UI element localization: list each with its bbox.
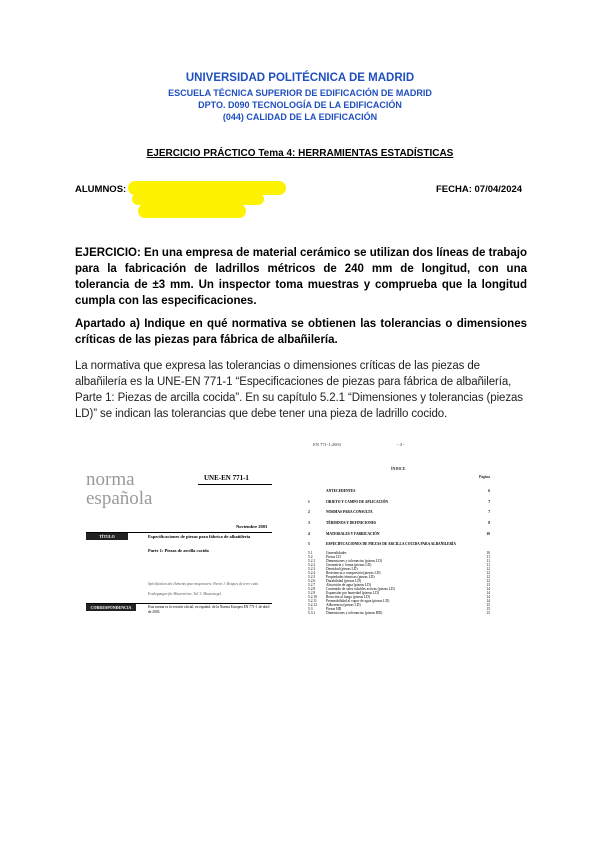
index-row-title: Dimensiones y tolerancias (piezas LD) <box>326 559 382 563</box>
school-heading: ESCUELA TÉCNICA SUPERIOR DE EDIFICACIÓN DE MADRID <box>168 88 432 98</box>
index-row-title: Dimensiones y tolerancias (piezas HD) <box>326 611 383 615</box>
index-row-title: Expansión por humedad (piezas LD) <box>326 591 379 595</box>
norm-index-image <box>305 442 490 615</box>
index-row-page: 13 <box>486 583 490 587</box>
pagina-label: Página <box>478 475 490 479</box>
index-row-number: 5.2.4 <box>308 571 316 575</box>
index-row-number: 5.2.6 <box>308 579 316 583</box>
index-row-number: 5.2.7 <box>308 583 316 587</box>
index-row-title: NORMAS PARA CONSULTA <box>326 510 373 514</box>
index-row-title: Absorción de agua (piezas LD) <box>326 583 371 587</box>
index-page-number: - 4 - <box>397 442 405 447</box>
norm-date: Noviembre 2003 <box>236 524 268 529</box>
index-row-number: 3 <box>308 521 310 525</box>
norm-cover-image <box>86 464 286 636</box>
index-row-title: Densidad (piezas LD) <box>326 567 358 571</box>
index-row-page: 7 <box>488 510 490 514</box>
department-heading: DPTO. D090 TECNOLOGÍA DE LA EDIFICACIÓN <box>198 100 402 110</box>
index-row-number: 5.2.11 <box>308 599 317 603</box>
index-row-page: 8 <box>488 521 490 525</box>
index-row-page: 12 <box>486 579 490 583</box>
index-row-title: Generalidades <box>326 551 347 555</box>
alumnos-label: ALUMNOS: <box>75 184 127 195</box>
course-heading: (044) CALIDAD DE LA EDIFICACIÓN <box>222 112 378 122</box>
index-row-number: 1 <box>308 500 310 504</box>
index-code: EN 771-1:2003 <box>313 442 341 447</box>
answer-paragraph: La normativa que expresa las tolerancias o dimensiones críticas de las piezas de albañilería es la UNE-EN 771-1 “Especificaciones de piezas para fábrica de albañilería, Parte 1: Piezas de arcilla cocida”. En su capítulo 5.2.1 “Dimensiones y tolerancias (piezas LD)” se indican las tolerancias que debe tener una pieza de ladrillo cocido. <box>75 360 523 420</box>
index-row-title: Piezas HD <box>326 607 342 611</box>
index-row-page: 7 <box>488 500 490 504</box>
exercise-statement: EJERCICIO: En una empresa de material cerámico se utilizan dos líneas de trabajo para la fabricación de ladrillos métricos de 240 mm de longitud, con una tolerancia de ±3 mm. Un inspector toma muestras y comprueba que la longitud cumpla con las especificaciones. <box>75 247 527 307</box>
index-row-title: Contenido de sales solubles activas (piezas LD) <box>326 587 395 591</box>
apartado-question: Apartado a) Indique en qué normativa se obtienen las tolerancias o dimensiones críticas de las piezas para fábrica de albañilería. <box>75 318 527 346</box>
index-row-number: 5.2 <box>308 555 313 559</box>
index-row-number: 5.2.10 <box>308 595 317 599</box>
index-row-page: 11 <box>486 559 490 563</box>
index-row-number: 5.2.1 <box>308 559 316 563</box>
index-row-number: 5.3 <box>308 607 313 611</box>
index-row-page: 14 <box>486 595 490 599</box>
divider <box>198 484 272 485</box>
norm-title-line1: Especificaciones de piezas para fábrica de albañilería <box>148 534 251 539</box>
correspondencia-label: CORRESPONDENCIA <box>86 604 136 611</box>
index-row-page: 10 <box>486 551 490 555</box>
index-row-page: 11 <box>486 563 490 567</box>
index-row-page: 12 <box>486 567 490 571</box>
index-row-page: 10 <box>486 532 490 536</box>
index-row-title: MATERIALES Y FABRICACIÓN <box>326 532 380 536</box>
index-row-number: 5.2.5 <box>308 575 316 579</box>
index-title: ÍNDICE <box>391 466 406 471</box>
index-row-title: Propiedades térmicas (piezas LD) <box>326 575 375 579</box>
index-row-page: 12 <box>486 575 490 579</box>
index-row-number: 5 <box>308 542 310 546</box>
correspondencia-text: Esta norma es la versión oficial, en español, de la Norma Europea EN 771-1 de abril de 2003. <box>148 605 270 614</box>
index-row-title: Permeabilidad al vapor de agua (piezas LD) <box>326 599 390 603</box>
index-row-number: 5.3.1 <box>308 611 316 615</box>
redaction-highlight <box>138 204 246 218</box>
index-row-title: ESPECIFICACIONES DE PIEZAS DE ARCILLA COCIDA PARA ALBAÑILERÍA <box>326 542 457 546</box>
norm-german-title: Festlegungen für Mauersteine. Teil 1: Mauerziegel. <box>148 592 223 596</box>
index-row-number: 5.2.9 <box>308 591 316 595</box>
index-row-page: 11 <box>486 555 490 559</box>
university-heading: UNIVERSIDAD POLITÉCNICA DE MADRID <box>185 72 415 84</box>
titulo-label: TÍTULO <box>86 533 128 540</box>
index-row-title: Piezas LD <box>326 555 341 559</box>
index-row-title: Durabilidad (piezas LD) <box>326 579 362 583</box>
norm-french-title: Spécification des éléments pour maçonnerie. Partie 1: Briques de terre cuite. <box>148 582 260 586</box>
index-row-title: OBJETO Y CAMPO DE APLICACIÓN <box>326 500 388 504</box>
index-row-page: 15 <box>486 607 490 611</box>
index-row-page: 15 <box>486 603 490 607</box>
exercise-title: EJERCICIO PRÁCTICO Tema 4: HERRAMIENTAS ESTADÍSTICAS <box>146 148 454 159</box>
index-row-title: Resistencia a compresión (piezas LD) <box>326 571 381 575</box>
index-row-page: 12 <box>486 571 490 575</box>
index-row-number: 5.2.2 <box>308 563 316 567</box>
index-row-number: 5.2.3 <box>308 567 316 571</box>
index-row-page: 14 <box>486 591 490 595</box>
index-row-number: 5.2.12 <box>308 603 317 607</box>
index-row-page: 15 <box>486 611 490 615</box>
index-row-page: 14 <box>486 587 490 591</box>
index-row-title: TÉRMINOS Y DEFINICIONES <box>326 521 377 525</box>
index-row-page: 14 <box>486 599 490 603</box>
norm-code: UNE-EN 771-1 <box>204 474 249 482</box>
index-row-page: 6 <box>488 489 490 493</box>
norm-title-line2: Parte 1: Piezas de arcilla cocida <box>148 548 209 553</box>
index-row-number: 5.2.8 <box>308 587 316 591</box>
index-row-title: ANTECEDENTES <box>326 489 356 493</box>
index-row-number: 5.1 <box>308 551 313 555</box>
index-row-number: 4 <box>308 532 310 536</box>
norma-word: norma española <box>86 469 153 509</box>
index-row-title: Reacción al fuego (piezas LD) <box>326 595 370 599</box>
index-row-number: 2 <box>308 510 310 514</box>
index-row-title: Adherencia (piezas LD) <box>326 603 361 607</box>
index-row-title: Geometría y forma (piezas LD) <box>326 563 372 567</box>
date-label: FECHA: 07/04/2024 <box>436 184 523 195</box>
